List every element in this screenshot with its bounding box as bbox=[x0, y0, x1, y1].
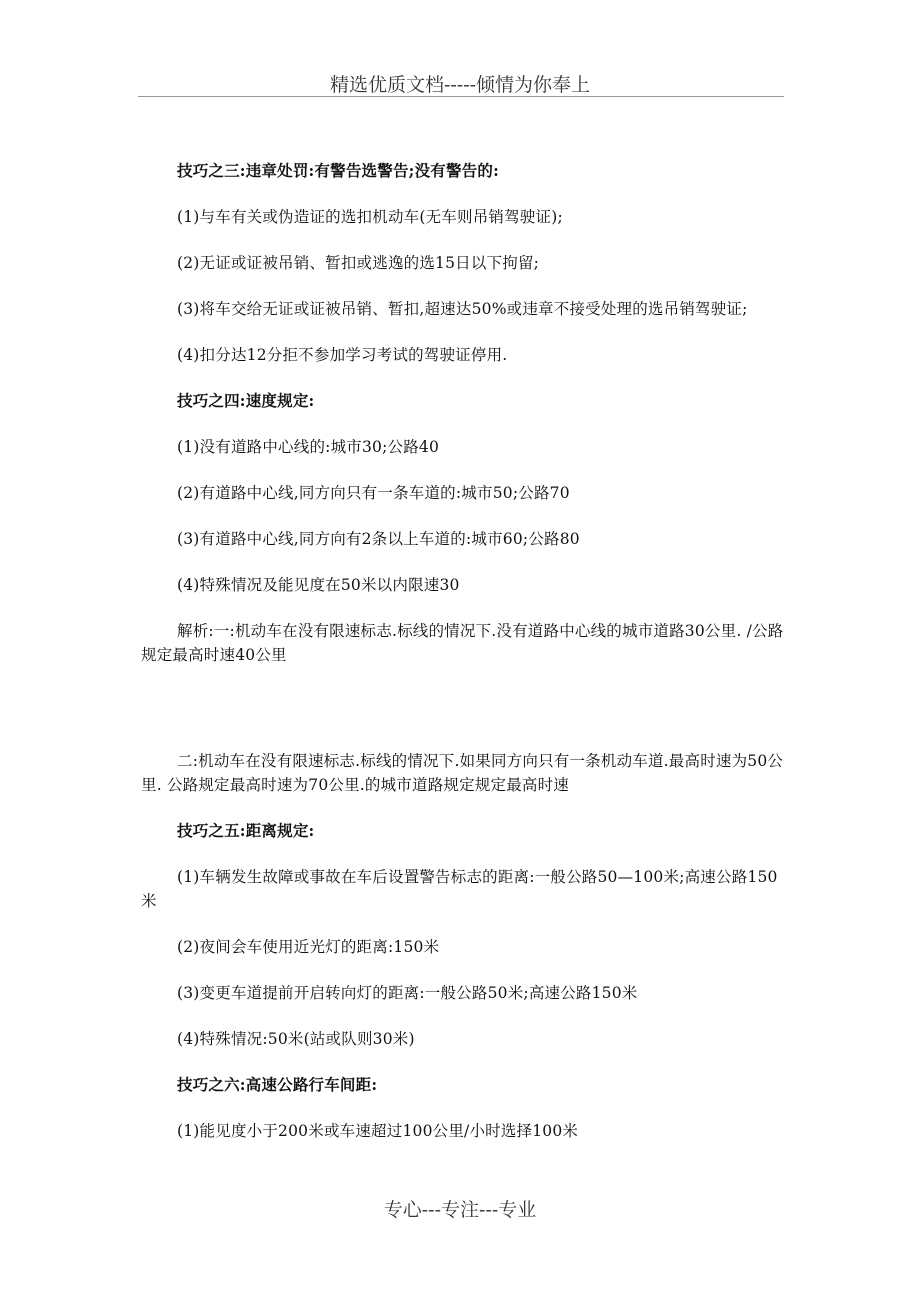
paragraph: (2)有道路中心线,同方向只有一条车道的:城市50;公路70 bbox=[177, 484, 570, 502]
paragraph: (2)无证或证被吊销、暂扣或逃逸的选15日以下拘留; bbox=[177, 254, 540, 272]
paragraph: 二:机动车在没有限速标志.标线的情况下.如果同方向只有一条机动车道.最高时速为50公里. 公路规定最高时速为70公里.的城市道路规定规定最高时速 bbox=[141, 752, 784, 794]
header-divider bbox=[138, 96, 784, 97]
paragraph: (3)变更车道提前开启转向灯的距离:一般公路50米;高速公路150米 bbox=[177, 984, 638, 1002]
page-header: 精选优质文档-----倾情为你奉上 bbox=[329, 74, 591, 96]
document-body bbox=[141, 159, 785, 1143]
paragraph: (4)特殊情况:50米(站或队则30米) bbox=[177, 1030, 415, 1048]
paragraph: (1)车辆发生故障或事故在车后设置警告标志的距离:一般公路50—100米;高速公路150米 bbox=[141, 868, 778, 910]
paragraph: (1)没有道路中心线的:城市30;公路40 bbox=[177, 438, 440, 456]
paragraph: (3)将车交给无证或证被吊销、暂扣,超速达50%或违章不接受处理的选吊销驾驶证; bbox=[177, 300, 748, 318]
heading-tip-3: 技巧之三:违章处罚:有警告选警告;没有警告的: bbox=[177, 161, 499, 180]
paragraph: (1)能见度小于200米或车速超过100公里/小时选择100米 bbox=[177, 1122, 579, 1140]
paragraph: (1)与车有关或伪造证的选扣机动车(无车则吊销驾驶证); bbox=[177, 208, 563, 226]
heading-tip-4: 技巧之四:速度规定: bbox=[177, 391, 315, 410]
paragraph: 解析:一:机动车在没有限速标志.标线的情况下.没有道路中心线的城市道路30公里. /公路规定最高时速40公里 bbox=[141, 622, 784, 664]
paragraph: (4)特殊情况及能见度在50米以内限速30 bbox=[177, 576, 460, 594]
paragraph: (3)有道路中心线,同方向有2条以上车道的:城市60;公路80 bbox=[177, 530, 580, 548]
paragraph: (2)夜间会车使用近光灯的距离:150米 bbox=[177, 938, 440, 956]
page-footer: 专心---专注---专业 bbox=[383, 1199, 537, 1221]
paragraph: (4)扣分达12分拒不参加学习考试的驾驶证停用. bbox=[177, 346, 508, 364]
heading-tip-5: 技巧之五:距离规定: bbox=[177, 821, 315, 840]
heading-tip-6: 技巧之六:高速公路行车间距: bbox=[177, 1075, 378, 1094]
